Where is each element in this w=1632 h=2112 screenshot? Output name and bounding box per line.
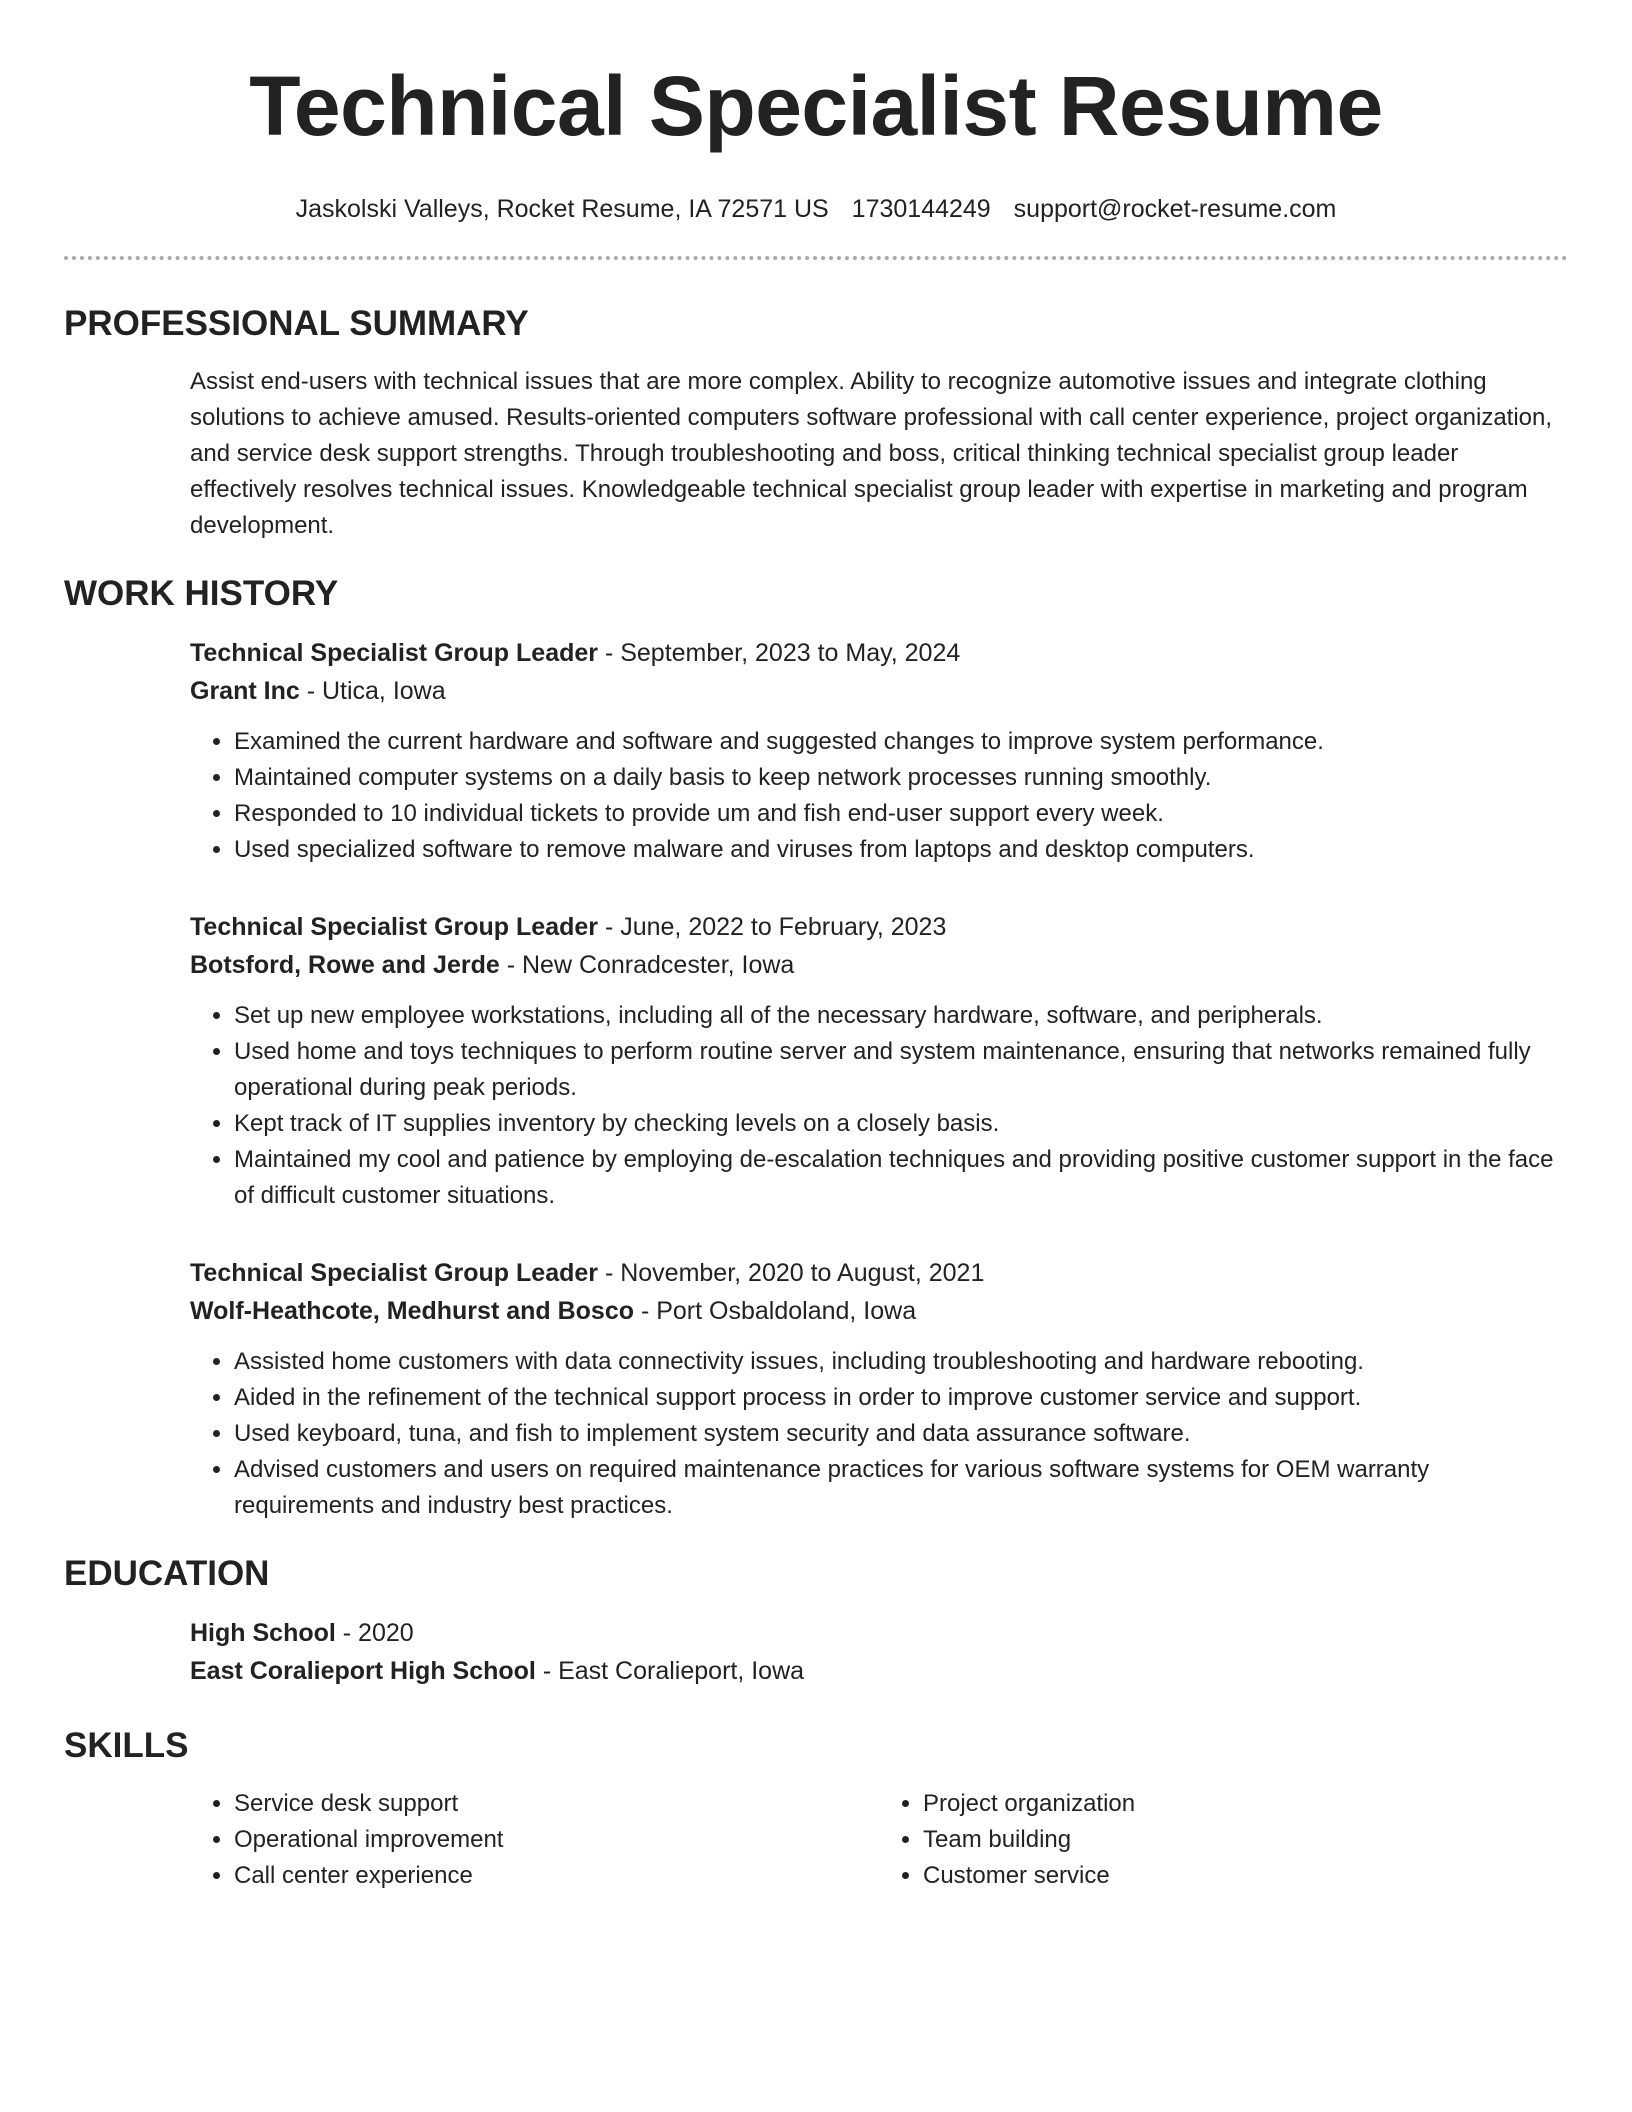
job-bullets [190,998,1568,1214]
skill-item: • Operational improvement [234,1822,879,1858]
contact-address: Jaskolski Valleys, Rocket Resume, IA 72571 US [295,195,829,223]
education-year: - 2020 [335,1619,414,1647]
summary-body [190,364,1568,544]
resume-title: Technical Specialist Resume [249,59,1383,153]
contact-email: support@rocket-resume.com [1013,195,1337,223]
job-bullet: • Used keyboard, tuna, and fish to implement system security and data assurance software. [234,1416,1568,1452]
job-dates: - November, 2020 to August, 2021 [598,1259,985,1287]
skills-heading: SKILLS [64,1726,189,1765]
skills-body [190,1786,1568,1894]
education-section [64,1552,1568,1690]
skill-item: • Customer service [923,1858,1568,1894]
education-school: East Coralieport High School [190,1657,536,1685]
skill-item: • Team building [923,1822,1568,1858]
job-bullet: • Responded to 10 individual tickets to provide um and fish end-user support every week. [234,796,1568,832]
education-body [190,1614,1568,1690]
skill-item: • Service desk support [234,1786,879,1822]
job-location: - New Conradcester, Iowa [499,951,795,979]
education-heading: EDUCATION [64,1554,270,1593]
skills-list-right [879,1786,1568,1894]
work-history-section [64,572,1568,1524]
job-title-line [190,634,1568,672]
job-company: Wolf-Heathcote, Medhurst and Bosco [190,1297,635,1325]
job-bullet: • Maintained computer systems on a daily basis to keep network processes running smoothly. [234,760,1568,796]
job-title: Technical Specialist Group Leader [190,913,598,941]
job-company-line [190,946,1568,984]
job-bullet: • Examined the current hardware and software and suggested changes to improve system performance. [234,724,1568,760]
job-bullet: • Assisted home customers with data connectivity issues, including troubleshooting and hardware rebooting. [234,1344,1568,1380]
job-title: Technical Specialist Group Leader [190,1259,598,1287]
job-bullet: • Aided in the refinement of the technical support process in order to improve customer service and support. [234,1380,1568,1416]
job-entry [190,634,1568,868]
job-bullets [190,724,1568,868]
job-dates: - September, 2023 to May, 2024 [598,639,961,667]
summary-text: Assist end-users with technical issues that are more complex. Ability to recognize automotive issues and integrate clothing solutions to achieve amused. Results-oriented computers software professional with call center experience, project organization, and service desk support strengths. Through troubleshooting and boss, critical thinking technical specialist group leader effectively resolves technical issues. Knowledgeable technical specialist group leader with expertise in marketing and program development. [190,368,1553,539]
job-entry [190,908,1568,1214]
job-bullet: • Maintained my cool and patience by employing de-escalation techniques and providing positive customer support in the face of difficult customer situations. [234,1142,1568,1214]
work-history-heading: WORK HISTORY [64,574,339,613]
job-bullets [190,1344,1568,1524]
summary-section [64,302,1568,544]
job-dates: - June, 2022 to February, 2023 [598,913,947,941]
job-company: Grant Inc [190,677,300,705]
job-bullet: • Used specialized software to remove malware and viruses from laptops and desktop computers. [234,832,1568,868]
job-title-line [190,908,1568,946]
job-location: - Utica, Iowa [299,677,446,705]
summary-heading: PROFESSIONAL SUMMARY [64,304,529,343]
job-location: - Port Osbaldoland, Iowa [634,1297,917,1325]
skills-list-left [190,1786,879,1894]
header-divider [64,256,1568,260]
education-degree-line [190,1614,1568,1652]
skill-item: • Call center experience [234,1858,879,1894]
job-company-line [190,1292,1568,1330]
job-bullet: • Set up new employee workstations, including all of the necessary hardware, software, and peripherals. [234,998,1568,1034]
job-entry [190,1254,1568,1524]
education-degree: High School [190,1619,336,1647]
job-company-line [190,672,1568,710]
job-title-line [190,1254,1568,1292]
job-company: Botsford, Rowe and Jerde [190,951,500,979]
education-school-line [190,1652,1568,1690]
skills-section [64,1724,1568,1894]
contact-phone: 1730144249 [851,195,991,223]
job-bullet: • Advised customers and users on required maintenance practices for various software systems for OEM warranty requirements and industry best practices. [234,1452,1568,1524]
job-bullet: • Used home and toys techniques to perform routine server and system maintenance, ensuring that networks remained fully operational during peak periods. [234,1034,1568,1106]
education-location: - East Coralieport, Iowa [535,1657,805,1685]
work-history-body [190,634,1568,1524]
skill-item: • Project organization [923,1786,1568,1822]
job-title: Technical Specialist Group Leader [190,639,598,667]
job-bullet: • Kept track of IT supplies inventory by checking levels on a closely basis. [234,1106,1568,1142]
contact-line [64,192,1568,226]
